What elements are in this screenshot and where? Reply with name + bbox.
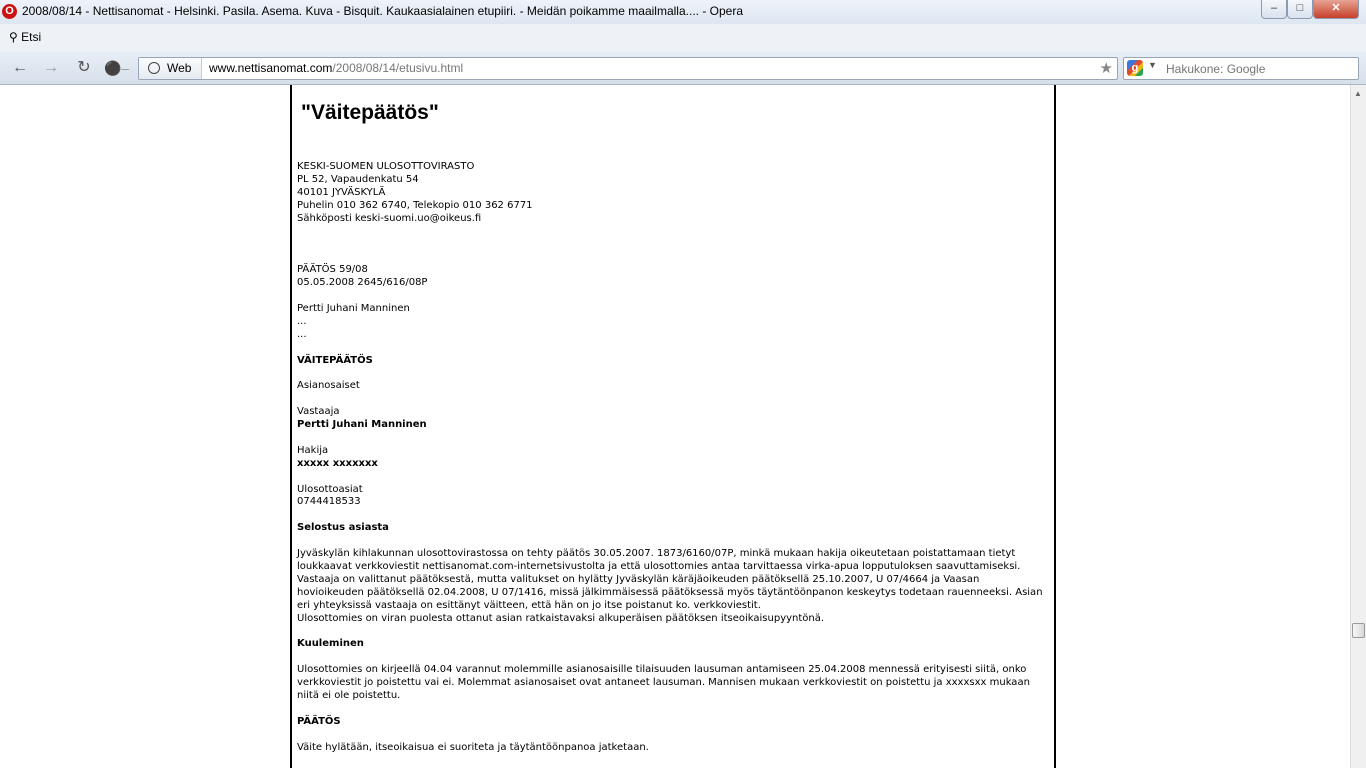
bookmark-star-icon[interactable]: ★ xyxy=(1099,60,1113,77)
search-menu-label: Etsi xyxy=(21,30,42,44)
summary-note: Ulosottomies on viran puolesta ottanut asian ratkaistavaksi alkuperäisen päätöksen itseoikaisupyyntönä. xyxy=(297,612,825,624)
ellipsis: ... xyxy=(297,315,307,327)
respondent-label: Vastaaja xyxy=(297,406,340,418)
office-email: Sähköposti keski-suomi.uo@oikeus.fi xyxy=(297,212,482,224)
site-info-badge[interactable] xyxy=(139,58,202,79)
address-bar[interactable] xyxy=(138,57,1118,80)
respondent-name: Pertti Juhani Manninen xyxy=(297,419,427,431)
scroll-thumb[interactable] xyxy=(1352,623,1365,638)
case-number: 0744418533 xyxy=(297,496,361,508)
url-host: www.nettisanomat.com xyxy=(209,61,333,75)
search-input[interactable] xyxy=(1164,59,1358,78)
recipient-name: Pertti Juhani Manninen xyxy=(297,302,410,314)
parties-label: Asianosaiset xyxy=(297,380,360,392)
minimize-button[interactable]: – xyxy=(1261,0,1287,19)
search-menu-item[interactable] xyxy=(9,30,41,44)
back-arrow-icon[interactable]: ← xyxy=(12,59,28,76)
menu-bar xyxy=(0,24,1366,52)
wand-key-icon[interactable]: ⚫– xyxy=(104,60,130,76)
url-path: /2008/08/14/etusivu.html xyxy=(332,61,464,75)
globe-icon xyxy=(148,62,160,74)
office-address: PL 52, Vapaudenkatu 54 xyxy=(297,173,419,185)
forward-arrow-icon[interactable]: → xyxy=(43,59,59,76)
section-title: VÄITEPÄÄTÖS xyxy=(297,354,373,366)
summary-paragraph: Jyväskylän kihlakunnan ulosottovirastossa on tehty päätös 30.05.2007. 1873/6160/07P, minkä mukaan hakija oikeutetaan poistattamaan tietyt loukkaavat verkkoviestit nettisanomat.com-internetsivustolta ja että ulosottomies antaa tarvittaessa virka-apua lopputuloksen saavuttamiseksi. Vastaaja on valittanut päätöksestä, mutta valitukset on hylätty Jyväskylän käräjäoikeuden päätöksellä 25.10.2007, U 07/4664 ja Vaasan hovioikeuden päätöksellä 02.04.2008, U 07/1416, missä jälkimmäisessä päätöksessä myös täytäntöönpanon keskeytys todetaan rauenneeksi. Asian eri yhteyksissä vastaaja on esittänyt väitteen, että hän on jo itse poistanut ko. verkkoviestit. xyxy=(297,548,1043,611)
ellipsis: ... xyxy=(297,328,307,340)
case-label: Ulosottoasiat xyxy=(297,483,363,495)
google-icon[interactable]: g xyxy=(1127,60,1143,76)
hearing-heading: Kuuleminen xyxy=(297,638,364,650)
applicant-name: xxxxx xxxxxxx xyxy=(297,457,378,469)
office-name: KESKI-SUOMEN ULOSOTTOVIRASTO xyxy=(297,161,475,172)
summary-heading: Selostus asiasta xyxy=(297,522,389,534)
page-title: "Väitepäätös" xyxy=(301,101,439,124)
office-city: 40101 JYVÄSKYLÄ xyxy=(297,186,386,198)
close-button[interactable]: ✕ xyxy=(1313,0,1359,19)
chevron-down-icon[interactable]: ▼ xyxy=(1148,60,1157,70)
hearing-paragraph: Ulosottomies on kirjeellä 04.04 varannut molemmille asianosaisille tilaisuuden lausuman antamiseen 25.04.2008 mennessä erityisesti siitä, onko verkkoviestit jo poistettu vai ei. Molemmat asianosaiset ovat antaneet lausuman. Mannisen mukaan verkkoviestit on poistettu ja xxxxsxx mukaan niitä ei ole poistettu. xyxy=(297,664,1030,701)
decision-number: PÄÄTÖS 59/08 xyxy=(297,264,368,276)
reload-icon[interactable]: ↻ xyxy=(77,59,91,76)
office-phone: Puhelin 010 362 6740, Telekopio 010 362 6771 xyxy=(297,199,533,211)
scroll-up-icon[interactable]: ▲ xyxy=(1354,89,1362,98)
vertical-scrollbar[interactable] xyxy=(1350,85,1366,768)
decision-text xyxy=(297,161,1049,754)
search-box[interactable] xyxy=(1123,57,1359,80)
decision-heading: PÄÄTÖS xyxy=(297,715,341,727)
applicant-label: Hakija xyxy=(297,444,329,456)
web-label: Web xyxy=(167,61,192,75)
window-title: 2008/08/14 - Nettisanomat - Helsinki. Pasila. Asema. Kuva - Bisquit. Kaukaasialainen etupiiri. - Meidän poikamme maailmalla.... - Opera xyxy=(22,4,744,18)
document-column xyxy=(290,85,1056,768)
opera-logo-icon[interactable]: O xyxy=(2,4,17,19)
title-bar xyxy=(0,0,1366,24)
decision-date: 05.05.2008 2645/616/08P xyxy=(297,277,428,289)
maximize-button[interactable]: □ xyxy=(1287,0,1313,19)
decision-paragraph: Väite hylätään, itseoikaisua ei suoriteta ja täytäntöönpanoa jatketaan. xyxy=(297,741,649,753)
page-content xyxy=(0,85,1350,768)
url-text[interactable] xyxy=(209,61,463,75)
magnifier-icon: ⚲ xyxy=(9,30,18,44)
